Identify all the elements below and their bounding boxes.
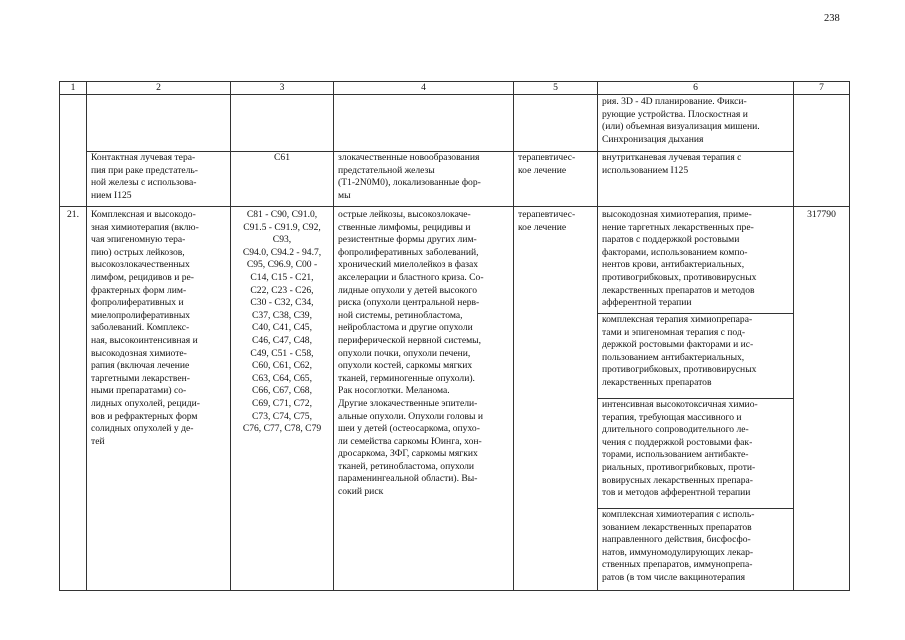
treatment-method-cell: интенсивная высокотоксичная химио- терапия, требующая массивного и длительного сопроводительного ле- чения с поддержкой ростовыми фак- торами, использованием антибакте- риальных, противогрибковых, проти- вовирусных лекарственных препара- тов и методов афферентной терапии bbox=[598, 399, 794, 509]
icd-code-cell: C81 - C90, C91.0, C91.5 - C91.9, C92, C93, C94.0, C94.2 - 94.7, C95, C96.9, C00 - C14, C15 - C21, C22, C23 - C26, C30 - C32, C34, C37, C38, C39, C40, C41, C45, C46, C47, C48, C49, C51 - C58, C60, C61, C62, C63, C64, C65, C66, C67, C68, C69, C71, C72, C73, C74, C75, C76, C77, C78, C79 bbox=[231, 207, 334, 591]
column-number: 2 bbox=[87, 82, 231, 95]
column-number: 6 bbox=[598, 82, 794, 95]
continuation-row bbox=[60, 95, 850, 152]
care-type-cell: Контактная лучевая тера- пия при раке предстатель- ной железы с использова- нием I125 bbox=[87, 152, 231, 207]
treatment-type-cell: терапевтичес- кое лечение bbox=[514, 207, 598, 591]
row-number-cell: 21. bbox=[60, 207, 87, 591]
column-number: 4 bbox=[334, 82, 514, 95]
treatment-method-cell-wrap bbox=[598, 509, 794, 591]
treatment-method-cell: высокодозная химиотерапия, приме- нение таргетных лекарственных пре- паратов с поддержкой ростовыми факторами, использованием компо- нентов крови, антибактериальных, противогрибковых, противовирусных лекарственных препаратов и методов афферентной терапии bbox=[598, 207, 794, 314]
treatment-type-cell: терапевтичес- кое лечение bbox=[514, 152, 598, 207]
treatment-method-cell: комплексная терапия химиопрепара- тами и эпигеномная терапия с под- держкой ростовыми факторами и ис- пользованием антибактериальных, противогрибковых, противовирусных лекарственных препаратов bbox=[598, 314, 794, 399]
patient-model-cell: злокачественные новообразования предстательной железы (T1-2N0M0), локализованные фор- мы bbox=[334, 152, 514, 207]
treatment-method-cell: внутритканевая лучевая терапия с использованием I125 bbox=[598, 152, 794, 207]
column-number: 3 bbox=[231, 82, 334, 95]
method-continuation: рия. 3D - 4D планирование. Фикси- рующие устройства. Плоскостная и (или) объемная визуализация мишени. Синхронизация дыхания bbox=[598, 95, 794, 152]
table-row bbox=[60, 152, 850, 207]
column-number-row bbox=[60, 82, 850, 95]
patient-model-cell: острые лейкозы, высокозлокаче- ственные лимфомы, рецидивы и резистентные формы других лим- фопролиферативных заболеваний, хронический миелолейкоз в фазах акселерации и бластного криза. Со- лидные опухоли у детей высокого риска (опухоли центральной нерв- ной системы, ретинобластома, нейробластома и другие опухоли периферической нервной системы, опухоли почки, опухоли печени, опухоли костей, саркомы мягких тканей, герминогенные опухоли). Рак носоглотки. Меланома. Другие злокачественные эпители- альные опухоли. Опухоли головы и шеи у детей (остеосаркома, опухо- ли семейства саркомы Юинга, хон- дросаркома, ЗФГ, саркомы мягких тканей, ретинобластома, опухоли параменингеальной области). Вы- сокий риск bbox=[334, 207, 514, 591]
medical-care-table bbox=[59, 81, 850, 591]
icd-code-cell: C61 bbox=[231, 152, 334, 207]
page-number: 238 bbox=[824, 13, 840, 24]
column-number: 5 bbox=[514, 82, 598, 95]
cost-cell: 317790 bbox=[794, 207, 850, 591]
care-type-cell: Комплексная и высокодо- зная химиотерапия (вклю- чая эпигеномную тера- пию) острых лейкозов, высокозлокачественных лимфом, рецидивов и ре- фрактерных форм лим- фопролиферативных и миелопролиферативных заболеваний. Комплекс- ная, высокоинтенсивная и высокодозная химиоте- рапия (включая лечение таргетными лекарствен- ными препаратами) со- лидных опухолей, рециди- вов и рефрактерных форм солидных опухолей у де- тей bbox=[87, 207, 231, 591]
treatment-method-cell: комплексная химиотерапия с исполь- зованием лекарственных препаратов направленного действия, бисфосфо- натов, иммуномодулирующих лекар- ственных препаратов, иммунопрепа- ратов (в том числе вакцинотерапия bbox=[602, 509, 755, 583]
column-number: 7 bbox=[794, 82, 850, 95]
table-row bbox=[60, 207, 850, 314]
column-number: 1 bbox=[60, 82, 87, 95]
